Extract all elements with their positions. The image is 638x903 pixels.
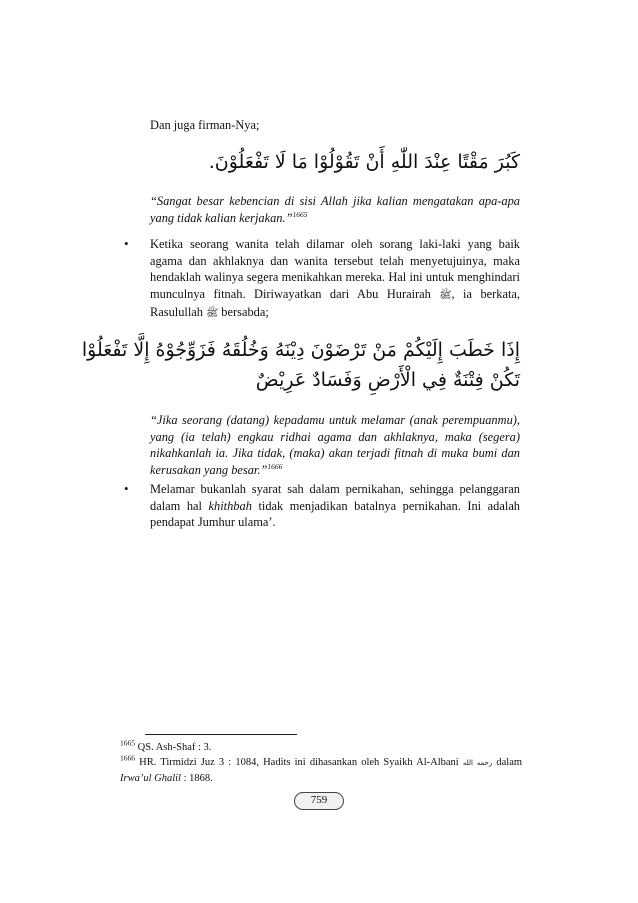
footnote-number: 1666 <box>120 753 135 763</box>
intro-text: Dan juga firman-Nya; <box>150 118 260 132</box>
footnote-text: QS. Ash-Shaf : 3. <box>137 742 212 753</box>
bullet-1-text: Ketika seorang wanita telah dilamar oleh sorang laki-laki yang baik agama dan akhlaknya dan wanita tersebut telah menyetujuinya, maka hendaklah walinya segera menikahkan mereka. Hal ini untuk menghindari munculnya fitnah. Diriwayatkan dari Abu Hurairah <box>150 237 520 301</box>
bullet-1-text-middle: , ia berkata, Rasulullah <box>150 286 520 320</box>
footnote-1665 <box>120 740 522 755</box>
bullet-2-italic-term: khithbah <box>208 498 252 513</box>
quran-verse-translation <box>150 193 520 226</box>
honorific-symbol: ﷺ <box>439 289 452 301</box>
quran-verse-arabic: كَبُرَ مَقْتًا عِنْدَ اللّٰهِ أَنْ تَقُوْلُوْا مَا لَا تَفْعَلُوْنَ. <box>208 151 520 173</box>
page-number: 759 <box>294 792 344 810</box>
bullet-paragraph-2 <box>150 481 520 531</box>
bullet-marker: • <box>124 236 129 251</box>
hadith-arabic-line-2: تَكُنْ فِتْنَةٌ فِي الْأَرْضِ وَفَسَادٌ عَرِيْضٌ <box>255 369 520 391</box>
hadith-translation <box>150 412 520 478</box>
honorific-symbol: ﷺ <box>206 308 219 320</box>
footnote-number: 1665 <box>120 738 135 748</box>
bullet-2-text-end: tidak menjadikan batalnya pernikahan. Ini adalah pendapat Jumhur ulama’. <box>150 498 521 530</box>
bullet-marker: • <box>124 481 129 496</box>
footnote-ref-1665: 1665 <box>292 209 308 219</box>
footnote-separator <box>145 734 297 735</box>
footnote-text-end: : 1868. <box>180 773 213 784</box>
bullet-paragraph-1 <box>150 236 520 323</box>
footnote-ref-1666: 1666 <box>267 461 283 471</box>
hadith-translation-text: “Jika seorang (datang) kepadamu untuk melamar (anak perempuanmu), yang (ia telah) engkau ridhai agama dan akhlaknya, maka (segera) nikahkanlah ia. Jika tidak, (maka) akan terjadi fitnah di muka bumi dan kerusakan yang besar.” <box>150 413 520 477</box>
footnote-text-middle: dalam <box>492 757 523 768</box>
footnote-book-title: Irwa’ul Ghalil <box>120 773 181 784</box>
hadith-arabic-line-1: إِذَا خَطَبَ إِلَيْكُمْ مَنْ تَرْضَوْنَ دِيْنَهُ وَخُلُقَهُ فَزَوِّجُوْهُ إِلَّا تَفْعَلُوْا <box>81 339 520 361</box>
footnote-text: HR. Tirmidzi Juz 3 : 1084, Hadits ini dihasankan oleh Syaikh Al-Albani <box>139 757 463 768</box>
verse-translation-text: “Sangat besar kebencian di sisi Allah jika kalian mengatakan apa-apa yang tidak kalian kerjakan.” <box>150 194 520 225</box>
footnote-1666 <box>120 755 522 786</box>
honorific-symbol: رحمه الله <box>462 759 493 767</box>
bullet-1-text-end: bersabda; <box>218 305 269 320</box>
bullet-2-text: Melamar bukanlah syarat sah dalam pernikahan, sehingga pelanggaran dalam hal <box>150 482 520 513</box>
